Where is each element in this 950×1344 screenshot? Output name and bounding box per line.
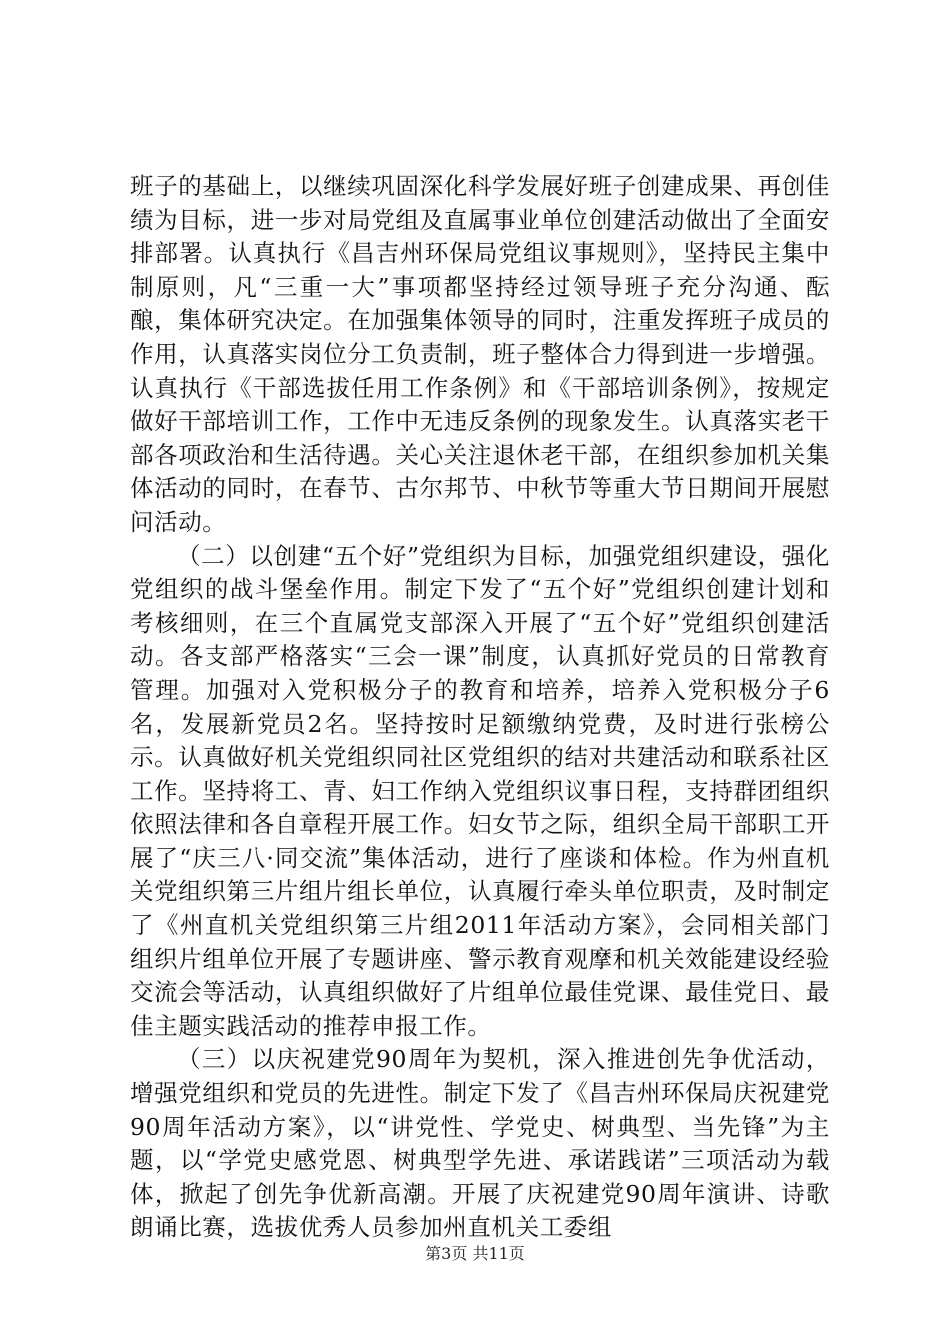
paragraph-section-2: （二）以创建“五个好”党组织为目标，加强党组织建设，强化党组织的战斗堡垒作用。制定下发了“五个好”党组织创建计划和考核细则，在三个直属党支部深入开展了“五个好”党组织创建活动。各支部严格落实“三会一课”制度，认真抓好党员的日常教育管理。加强对入党积极分子的教育和培养，培养入党积极分子6名，发展新党员2名。坚持按时足额缴纳党费，及时进行张榜公示。认真做好机关党组织同社区党组织的结对共建活动和联系社区工作。坚持将工、青、妇工作纳入党组织议事日程，支持群团组织依照法律和各自章程开展工作。妇女节之际，组织全局干部职工开展了“庆三八·同交流”集体活动，进行了座谈和体检。作为州直机关党组织第三片组片组长单位，认真履行牵头单位职责，及时制定了《州直机关党组织第三片组2011年活动方案》，会同相关部门组织片组单位开展了专题讲座、警示教育观摩和机关效能建设经验交流会等活动，认真组织做好了片组单位最佳党课、最佳党日、最佳主题实践活动的推荐申报工作。 bbox=[130, 541, 830, 1040]
page-number-footer: 第3页 共11页 bbox=[425, 1244, 525, 1263]
paragraph-continuation: 班子的基础上，以继续巩固深化科学发展好班子创建成果、再创佳绩为目标，进一步对局党组及直属事业单位创建活动做出了全面安排部署。认真执行《昌吉州环保局党组议事规则》，坚持民主集中制原则，凡“三重一大”事项都坚持经过领导班子充分沟通、酝酿，集体研究决定。在加强集体领导的同时，注重发挥班子成员的作用，认真落实岗位分工负责制，班子整体合力得到进一步增强。认真执行《干部选拔任用工作条例》和《干部培训条例》，按规定做好干部培训工作，工作中无违反条例的现象发生。认真落实老干部各项政治和生活待遇。关心关注退休老干部，在组织参加机关集体活动的同时，在春节、古尔邦节、中秋节等重大节日期间开展慰问活动。 bbox=[130, 172, 830, 536]
paragraph-section-3: （三）以庆祝建党90周年为契机，深入推进创先争优活动，增强党组织和党员的先进性。制定下发了《昌吉州环保局庆祝建党90周年活动方案》，以“讲党性、学党史、树典型、当先锋”为主题，以“学党史感党恩、树典型学先进、承诺践诺”三项活动为载体，掀起了创先争优新高潮。开展了庆祝建党90周年演讲、诗歌朗诵比赛，选拔优秀人员参加州直机关工委组 bbox=[130, 1045, 830, 1242]
document-body bbox=[130, 170, 830, 1245]
